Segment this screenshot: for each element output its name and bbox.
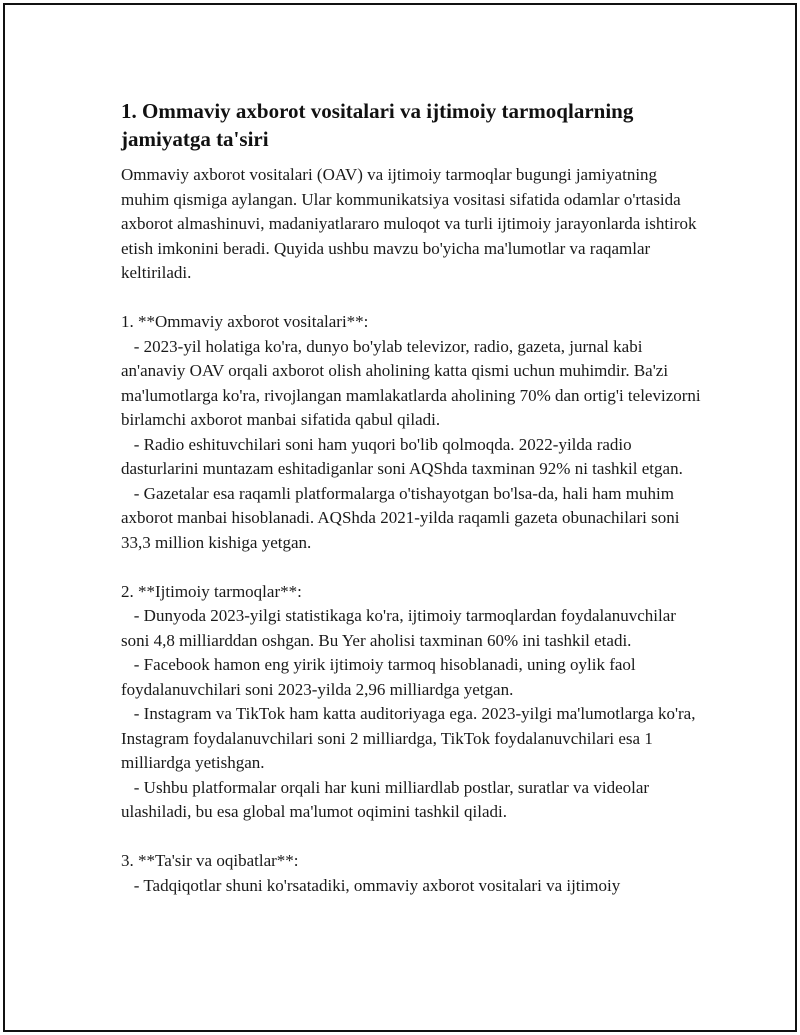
section-2-heading: 2. **Ijtimoiy tarmoqlar**: — [121, 581, 302, 601]
page-frame — [3, 3, 797, 1032]
section-3-heading: 3. **Ta'sir va oqibatlar**: — [121, 851, 299, 870]
section-2-item-facebook: - Facebook hamon eng yirik ijtimoiy tarmoq hisoblanadi, uning oylik faol foydalanuvchilari soni 2023-yilda 2,96 milliardga yetgan. — [121, 655, 640, 699]
section-2-item-posts: - Ushbu platformalar orqali har kuni milliardlab postlar, suratlar va videolar ulashiladi, bu esa global ma'lumot oqimini tashkil qiladi. — [121, 777, 654, 821]
paragraph-gap — [121, 286, 701, 311]
section-1-item-radio: - Radio eshituvchilari soni ham yuqori bo'lib qolmoqda. 2022-yilda radio dasturlarini muntazam eshitadiganlar soni AQShda taxminan 92% ni tashkil etgan. — [121, 434, 683, 478]
section-1-heading: 1. **Ommaviy axborot vositalari**: — [121, 312, 369, 331]
section-2-item-users: - Dunyoda 2023-yilgi statistikaga ko'ra, ijtimoiy tarmoqlardan foydalanuvchilar soni 4,8 milliarddan oshgan. Bu Yer aholisi taxminan 60% ini tashkil etadi. — [121, 606, 681, 650]
paragraph-gap — [121, 555, 701, 580]
section-1-item-tv: - 2023-yil holatiga ko'ra, dunyo bo'ylab televizor, radio, gazeta, jurnal kabi an'anaviy OAV orqali axborot olish aholining katta qismi uchun muhimdir. Ba'zi ma'lumotlarga ko'ra, rivojlangan mamlakatlarda aholining 70% dan ortig'i televizorni birlamchi axborot manbai sifatida qabul qiladi. — [121, 336, 705, 429]
section-1-item-newspapers: - Gazetalar esa raqamli platformalarga o'tishayotgan bo'lsa-da, hali ham muhim axborot manbai hisoblanadi. AQShda 2021-yilda raqamli gazeta obunachilari soni 33,3 million kishiga yetgan. — [121, 483, 684, 552]
document-title: 1. Ommaviy axborot vositalari va ijtimoiy tarmoqlarning jamiyatga ta'siri — [121, 99, 634, 151]
intro-paragraph: Ommaviy axborot vositalari (OAV) va ijtimoiy tarmoqlar bugungi jamiyatning muhim qismiga aylangan. Ular kommunikatsiya vositasi sifatida odamlar o'rtasida axborot almashinuvi, madaniyatlararo muloqot va turli ijtimoiy jarayonlarda ishtirok etish imkonini beradi. Quyida ushbu mavzu bo'yicha ma'lumotlar va raqamlar keltiriladi. — [121, 165, 701, 282]
section-3-item-research: - Tadqiqotlar shuni ko'rsatadiki, ommaviy axborot vositalari va ijtimoiy — [121, 875, 621, 895]
section-2-item-instagram-tiktok: - Instagram va TikTok ham katta auditoriyaga ega. 2023-yilgi ma'lumotlarga ko'ra, Instagram foydalanuvchilari soni 2 milliardga, TikTok foydalanuvchilari esa 1 milliardga yetishgan. — [121, 704, 700, 772]
paragraph-gap — [121, 825, 701, 850]
document-body — [121, 97, 705, 898]
